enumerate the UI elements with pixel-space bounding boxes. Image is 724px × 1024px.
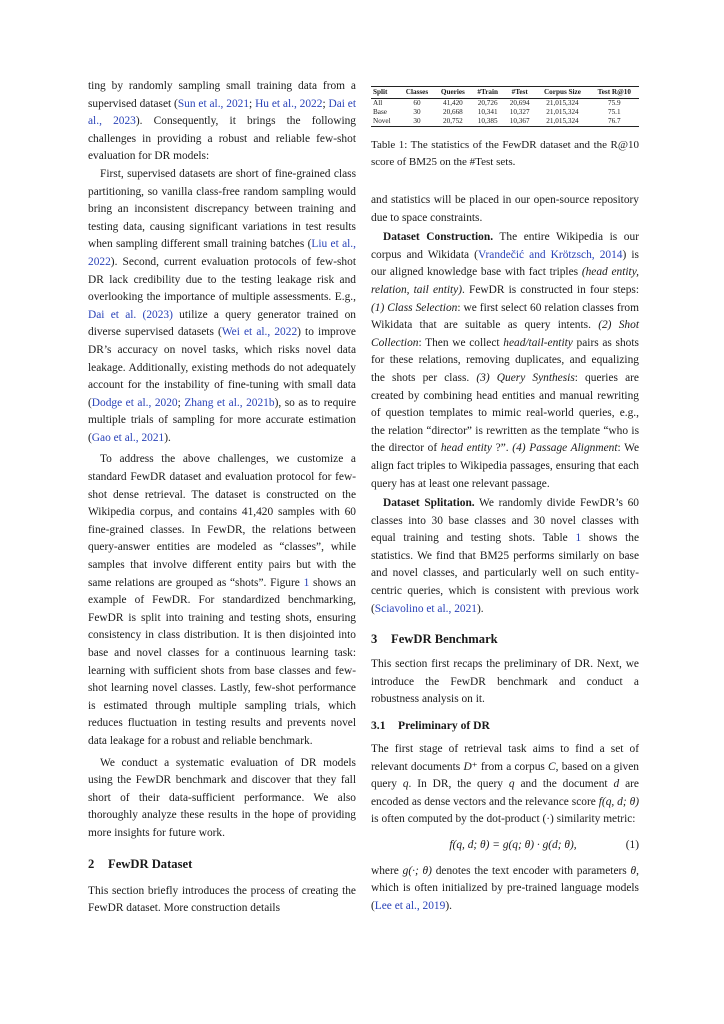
citation-link[interactable]: Sciavolino et al., 2021 <box>374 602 477 615</box>
paragraph <box>371 656 639 709</box>
paragraph <box>371 229 639 493</box>
italic-text: D⁺ <box>463 760 478 773</box>
table-row <box>371 117 639 127</box>
left-column <box>88 78 356 918</box>
text-run: and the document <box>514 778 614 791</box>
section-title: FewDR Dataset <box>108 856 193 871</box>
text-run: ), so as to require multiple trials of sampling for more accurate estimation ( <box>88 396 357 444</box>
italic-text: f(q, d; θ) <box>598 795 639 808</box>
statistics-table <box>371 86 639 127</box>
table-cell: 30 <box>400 117 435 127</box>
paragraph <box>88 755 356 843</box>
citation-link[interactable]: Wei et al., 2022 <box>221 326 298 339</box>
paragraph <box>371 863 639 916</box>
column-header: Split <box>371 87 400 99</box>
text-run: ) to improve DR’s accuracy on novel tasks, which risks novel data leakage. Additionally, existing methods do not adequately account for the instability of fine-tuning with small data ( <box>88 326 356 409</box>
text-run: The entire Wikipedia is our corpus and Wikidata ( <box>371 231 639 261</box>
text-run: . FewDR is constructed in four steps: <box>462 283 639 296</box>
text-run: ?”. <box>491 442 513 455</box>
table-cell: Base <box>373 108 387 116</box>
table-row <box>371 108 639 117</box>
citation-link[interactable]: Zhang et al., 2021b <box>184 396 275 409</box>
text-run: is often computed by the dot-product (·) similarity metric: <box>371 813 636 826</box>
text-run: pairs as shots for these relations, removing duplicates, and equalizing the shots per class. <box>371 336 639 384</box>
italic-text: (3) Query Synthesis <box>476 371 575 384</box>
text-run: : We align fact triples to Wikipedia passages, ensuring that each query has at least one relevant passage. <box>371 442 640 490</box>
section-number: 2 <box>88 856 95 871</box>
text-run: : we first select 60 relation classes from Wikidata that are suitable as query intents. <box>371 301 639 332</box>
table-cell: 10,367 <box>504 117 535 127</box>
citation-link[interactable]: 1 <box>303 576 310 589</box>
column-header: #Test <box>504 87 535 99</box>
table-cell: 21,015,324 <box>546 108 579 116</box>
citation-link[interactable]: Dodge et al., 2020 <box>91 396 178 409</box>
text-run: shows the statistics. We find that BM25 performs similarly on base and novel classes, and particularly well on such entity-centric queries, which is consistent with previous work ( <box>371 532 639 615</box>
table-cell: 10,341 <box>477 108 498 116</box>
paragraph <box>88 166 356 448</box>
citation-link[interactable]: Dai et al., 2023 <box>88 97 356 128</box>
text-run: The first stage of retrieval task aims to find a set of relevant documents <box>371 743 639 773</box>
citation-link[interactable]: Sun et al., 2021 <box>177 97 250 110</box>
section-heading <box>371 630 639 648</box>
table-cell: 41,420 <box>443 99 463 107</box>
run-heading: Dataset Splitation. <box>383 497 475 510</box>
table-cell: 10,385 <box>471 117 504 127</box>
subsection-number: 3.1 <box>371 719 386 733</box>
text-run: ; <box>249 97 256 110</box>
section-title: FewDR Benchmark <box>391 632 498 647</box>
text-run: ). <box>476 602 484 615</box>
text-run: : queries are created by combining head entities and manual rewriting of question templates to mimic real-world queries, e.g., the relation “director” is rewritten as the template “who is the director of <box>371 371 639 455</box>
text-run: ) is our aligned knowledge base with fact triples <box>371 248 639 279</box>
text-run: shows an example of FewDR. For standardized benchmarking, FewDR is split into training and testing shots, ensuring consistency in class distribution. It is then disjointed into base and novel classes for a continuous learning task: learning with sufficient shots from base classes and few-shot learning novel classes. Lastly, few-shot performance is estimated through multiple sampling trials, which reduces fluctuation in testing results and prevents novel data leakage for a robust and reliable benchmark. <box>88 576 356 747</box>
text-run: : Then we collect <box>418 336 504 349</box>
citation-link[interactable]: 1 <box>575 532 582 545</box>
text-run: . In DR, the query <box>408 778 509 791</box>
italic-text: C <box>548 760 556 773</box>
text-run: , based on a given query <box>371 760 639 791</box>
italic-text: head/tail-entity <box>503 336 573 349</box>
table-cell: 20,752 <box>434 117 471 127</box>
text-run: ting by randomly sampling small training data from a supervised dataset ( <box>88 80 356 110</box>
table-cell: 21,015,324 <box>546 99 579 107</box>
text-run: , which is often initialized by pre-trained language models ( <box>371 864 639 912</box>
table-row <box>371 99 639 109</box>
italic-text: head entity <box>440 442 492 455</box>
equation-body: f(q, d; θ) = g(q; θ) · g(d; θ), <box>449 839 577 851</box>
run-heading: Dataset Construction. <box>383 231 494 244</box>
column-header: Classes <box>400 87 435 99</box>
column-header: Test R@10 <box>590 87 639 99</box>
text-run: ). Consequently, it brings the following challenges in providing a robust and reliable few-shot evaluation for DR models: <box>88 115 357 163</box>
text-run: This section first recaps the preliminary of DR. Next, we introduce the FewDR benchmark and conduct a robustness analysis on it. <box>371 658 639 706</box>
table-header-row <box>371 87 639 99</box>
paragraph <box>371 192 639 227</box>
italic-text: (2) Shot Collection <box>371 319 639 349</box>
text-run: denotes the text encoder with parameters <box>431 864 631 877</box>
paragraph <box>371 495 639 618</box>
italic-text: (1) Class Selection <box>371 301 458 314</box>
equation-number: (1) <box>625 839 639 851</box>
paragraph <box>88 451 356 750</box>
table-cell: 20,694 <box>509 99 530 107</box>
table-cell: 20,668 <box>443 108 463 116</box>
table-cell: 21,015,324 <box>535 117 589 127</box>
paragraph <box>88 78 356 166</box>
citation-link[interactable]: Gao et al., 2021 <box>91 431 165 444</box>
text-run: ). <box>164 431 171 444</box>
column-header: Corpus Size <box>535 87 589 99</box>
table-cell: 20,726 <box>477 99 498 107</box>
text-run: ; <box>322 97 329 110</box>
text-run: This section briefly introduces the process of creating the FewDR dataset. More construction details <box>88 884 356 915</box>
citation-link[interactable]: Hu et al., 2022 <box>255 97 323 110</box>
column-header: Queries <box>434 87 471 99</box>
table-caption: Table 1: The statistics of the FewDR dataset and the R@10 score of BM25 on the #Test sets. <box>371 139 639 168</box>
table-cell: 75.9 <box>607 99 621 107</box>
right-column <box>371 78 639 915</box>
citation-link[interactable]: Lee et al., 2019 <box>374 899 446 912</box>
subsection-heading <box>371 717 639 735</box>
table-cell: 76.7 <box>590 117 639 127</box>
italic-text: q <box>402 778 409 791</box>
italic-text: d <box>613 778 620 791</box>
italic-text: (4) Passage Alignment <box>512 442 618 455</box>
citation-link[interactable]: Liu et al., 2022 <box>88 238 356 268</box>
table-cell: 60 <box>413 99 421 107</box>
citation-link[interactable]: Vrandečić and Krötzsch, 2014 <box>477 248 623 261</box>
table-cell: All <box>373 99 383 107</box>
section-number: 3 <box>371 632 378 647</box>
column-header: #Train <box>471 87 504 99</box>
paragraph <box>371 741 639 829</box>
italic-text: g(·; θ) <box>402 864 432 877</box>
text-run: utilize a query generator trained on diverse supervised datasets ( <box>88 308 356 339</box>
italic-text: q <box>508 778 515 791</box>
table-body <box>371 99 639 127</box>
text-run: We conduct a systematic evaluation of DR models using the FewDR benchmark and discover that they fall short of their data-sufficient performance. We also thoroughly analyze these results in the hope of providing more insights for future work. <box>88 756 356 839</box>
citation-link[interactable]: Dai et al. (2023) <box>88 308 173 321</box>
text-run: First, supervised datasets are short of fine-grained class partitioning, so vanilla class-free random sampling would bring an inconsistent discrepancy between training and testing data, causing significant variations in test results when sampling different small training batches ( <box>88 167 356 251</box>
text-run: from a corpus <box>477 760 549 773</box>
text-run: To address the above challenges, we customize a standard FewDR dataset and evaluation protocol for few-shot dense retrieval. The dataset is constructed on the Wikipedia corpus, and contains 41,420 samples with 60 fine-grained classes. In FewDR, the relations between query-answer entities are modeled as “classes”, while samples that involve different entity pairs but with the same relations are grouped as “shots”. Figure <box>88 453 356 589</box>
text-run: ; <box>177 396 185 409</box>
subsection-title: Preliminary of DR <box>398 719 490 733</box>
table-cell: Novel <box>371 117 400 127</box>
text-run: ). <box>445 899 452 912</box>
text-run: We randomly divide FewDR’s 60 classes into 30 base classes and 30 novel classes with equal training and testing shots. Table <box>371 497 639 545</box>
text-run: ). Second, current evaluation protocols of few-shot DR lack credibility due to the testing leakage risk and overlooking the importance of multiple assessments. E.g., <box>88 255 356 304</box>
text-run: are encoded as dense vectors and the relevance score <box>371 778 639 808</box>
text-run: where <box>371 864 403 877</box>
italic-text: θ <box>630 864 637 877</box>
paragraph <box>88 883 356 918</box>
equation <box>371 837 639 855</box>
table-cell: 75.1 <box>607 108 621 116</box>
text-run: and statistics will be placed in our open-source repository due to space constraints. <box>371 194 639 224</box>
table-cell: 30 <box>413 108 421 116</box>
table-cell: 10,327 <box>509 108 530 116</box>
section-heading <box>88 855 356 873</box>
italic-text: (head entity, relation, tail entity) <box>371 266 639 296</box>
